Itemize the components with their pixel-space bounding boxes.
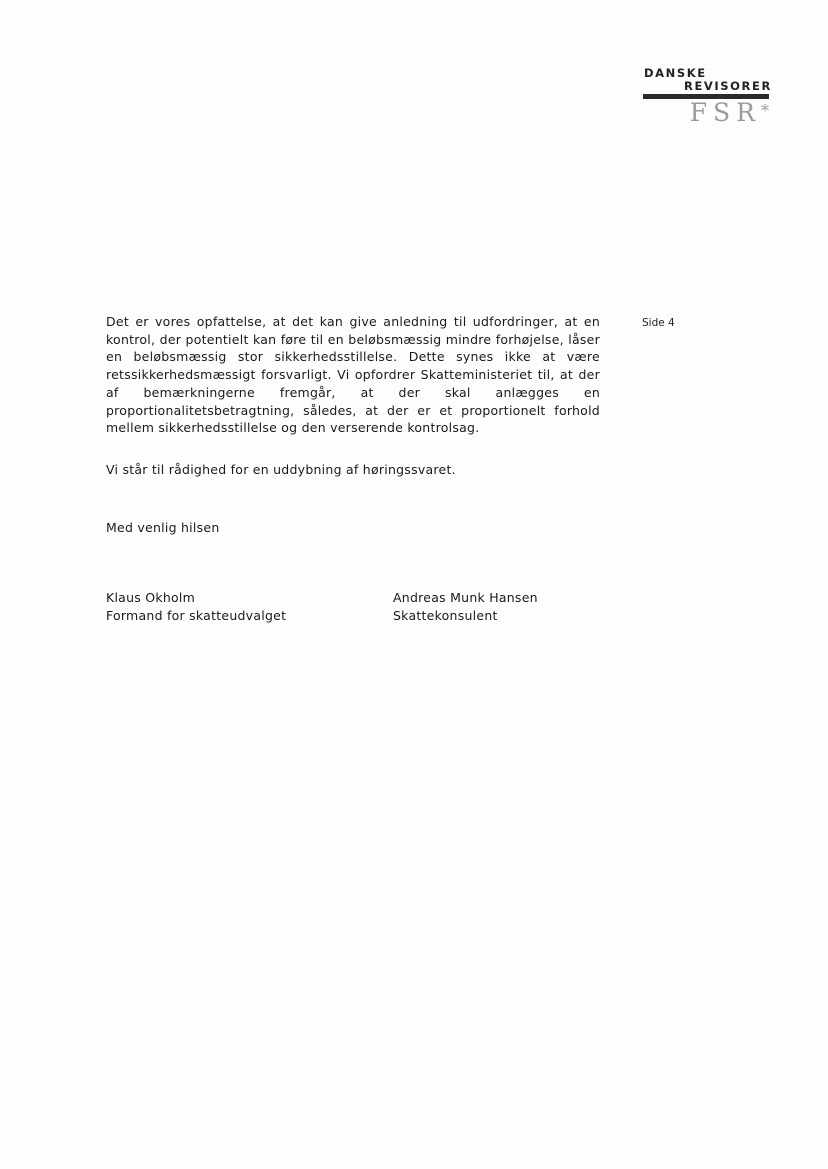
greeting-line: Med venlig hilsen <box>106 520 220 535</box>
danske-revisorer-logo <box>643 66 772 130</box>
signer-title: Formand for skatteudvalget <box>106 608 287 623</box>
page-number: Side 4 <box>642 317 675 329</box>
signature-block-right <box>393 589 538 625</box>
signer-name: Klaus Okholm <box>106 590 196 605</box>
logo-text-danske: DANSKE <box>644 66 707 80</box>
body-paragraph-closing: Vi står til rådighed for en uddybning af høringssvaret. <box>106 462 456 477</box>
signature-block-left <box>106 589 286 625</box>
signer-name: Andreas Munk Hansen <box>393 590 538 605</box>
fsr-logo-letters: FSR <box>689 98 761 127</box>
logo-text-revisorer: REVISORER <box>684 79 772 93</box>
star-icon: * <box>761 101 769 120</box>
signer-title: Skattekonsulent <box>393 608 498 623</box>
fsr-logo-mark <box>690 99 769 127</box>
body-paragraph-main: Det er vores opfattelse, at det kan give anledning til udfordringer, at en kontrol, der potentielt kan føre til en beløbsmæssig mindre forhøjelse, låser en beløbsmæssig stor sikkerhedsstillelse. Dette synes ikke at være retssikkerhedsmæssigt forsvarligt. Vi opfordrer Skatteministeriet til, at der af bemærkningerne fremgår, at der skal anlægges en proportionalitetsbetragtning, således, at der er et proportionelt forhold mellem sikkerhedsstillelse og den verserende kontrolsag. <box>106 314 600 436</box>
